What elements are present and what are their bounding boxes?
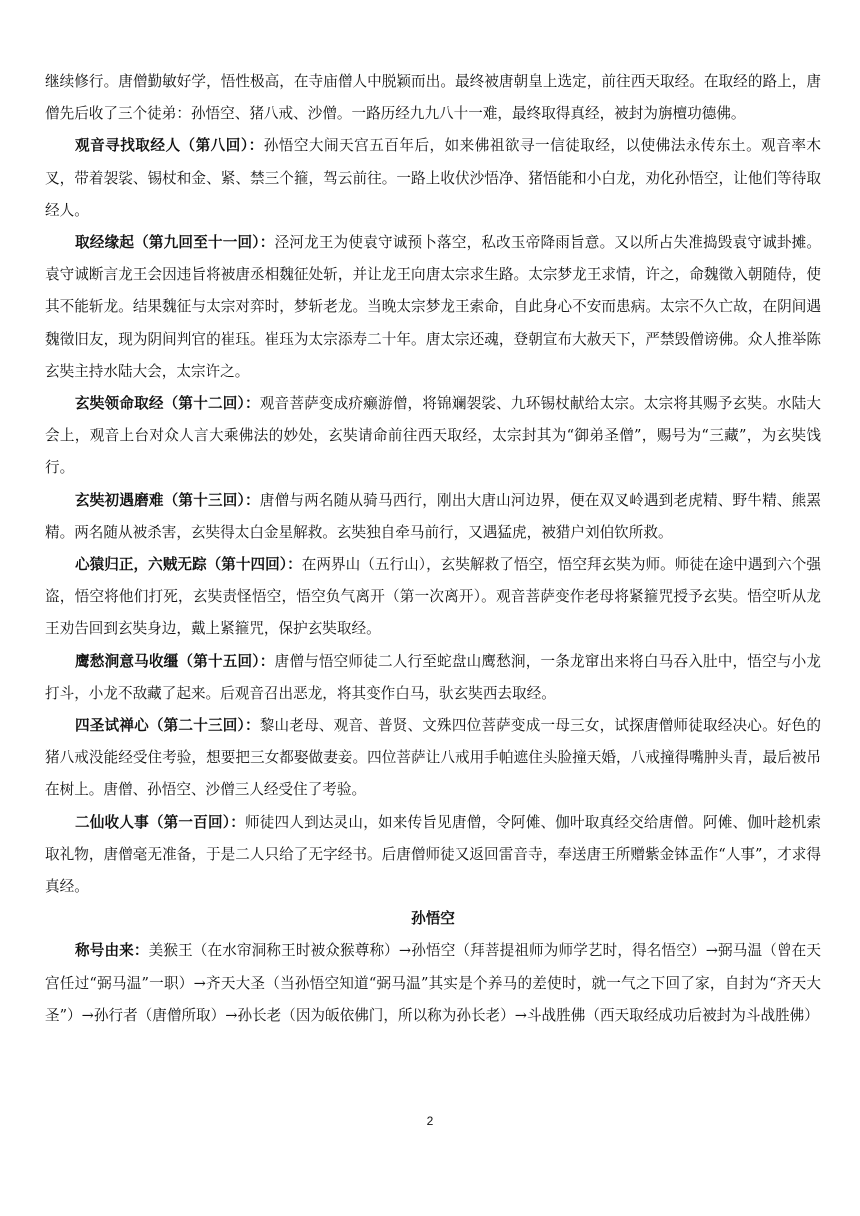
paragraph-heading: 心猿归正，六贼无踪（第十四回）： (75, 556, 302, 574)
paragraph-heading: 二仙收人事（第一百回）： (75, 813, 245, 831)
paragraph-monkey-returns (45, 549, 821, 646)
paragraph-four-saints-test (45, 710, 821, 807)
paragraph-first-hardship (45, 485, 821, 549)
paragraph-heading: 取经缘起（第九回至十一回）： (75, 234, 275, 252)
paragraph-eagle-gorge (45, 646, 821, 710)
paragraph-two-immortals-gift (45, 807, 821, 904)
paragraph-xuanzang-accepts-mission (45, 388, 821, 485)
paragraph-text: 泾河龙王为使袁守诚预卜落空，私改玉帝降雨旨意。又以所占失准捣毁袁守诚卦摊。袁守诚断言龙王会因违旨将被唐丞相魏征处斩，并让龙王向唐太宗求生路。太宗梦龙王求情，许之，命魏徵入朝随侍，使其不能斩龙。结果魏征与太宗对弈时，梦斩老龙。当晚太宗梦龙王索命，自此身心不安而患病。太宗不久亡故，在阴间遇魏徵旧友，现为阴间判官的崔珏。崔珏为太宗添寿二十年。唐太宗还魂，登朝宣布大赦天下，严禁毁僧谤佛。众人推举陈玄奘主持水陆大会，太宗许之。 (45, 234, 821, 380)
page-content (45, 66, 821, 1032)
paragraph-text: 在两界山（五行山），玄奘解救了悟空，悟空拜玄奘为师。师徒在途中遇到六个强盗，悟空将他们打死，玄奘责怪悟空，悟空负气离开（第一次离开）。观音菩萨变作老母将紧箍咒授予玄奘。悟空听从龙王劝告回到玄奘身边，戴上紧箍咒，保护玄奘取经。 (45, 556, 821, 638)
paragraph-heading: 鹰愁涧意马收缰（第十五回）： (75, 652, 275, 670)
paragraph-text: 观音菩萨变成疥癞游僧，将锦斓袈裟、九环锡杖献给太宗。太宗将其赐予玄奘。水陆大会上，观音上台对众人言大乘佛法的妙处，玄奘请命前往西天取经，太宗封其为“御弟圣僧”，赐号为“三藏”，为玄奘饯行。 (45, 395, 821, 477)
paragraph-titles-origin (45, 935, 821, 1032)
paragraph-text: 黎山老母、观音、普贤、文殊四位菩萨变成一母三女，试探唐僧师徒取经决心。好色的猪八戒没能经受住考验，想要把三女都娶做妻妾。四位菩萨让八戒用手帕遮住头脸撞天婚，八戒撞得嘴肿头青，最后被吊在树上。唐僧、孙悟空、沙僧三人经受住了考验。 (45, 717, 821, 799)
paragraph-text: 继续修行。唐僧勤敏好学，悟性极高，在寺庙僧人中脱颖而出。最终被唐朝皇上选定，前往西天取经。在取经的路上，唐僧先后收了三个徒弟：孙悟空、猪八戒、沙僧。一路历经九九八十一难，最终取得真经，被封为旃檀功德佛。 (45, 73, 821, 123)
paragraph-heading: 玄奘领命取经（第十二回）： (75, 395, 260, 413)
paragraph-heading: 称号由来： (75, 942, 149, 960)
paragraph-text: 唐僧与悟空师徒二人行至蛇盘山鹰愁涧，一条龙窜出来将白马吞入肚中，悟空与小龙打斗，小龙不敌藏了起来。后观音召出恶龙，将其变作白马，驮玄奘西去取经。 (45, 652, 821, 702)
paragraph-heading: 玄奘初遇磨难（第十三回）： (75, 491, 260, 509)
paragraph-guanyin-finds-pilgrim (45, 130, 821, 227)
paragraph-text: 美猴王（在水帘洞称王时被众猴尊称）→孙悟空（拜菩提祖师为师学艺时，得名悟空）→弼马温（曾在天宫任过“弼马温”一职）→齐天大圣（当孙悟空知道“弼马温”其实是个养马的差使时，就一气之下回了家，自封为“齐天大圣”）→孙行者（唐僧所取）→孙长老（因为皈依佛门，所以称为孙长老）→斗战胜佛（西天取经成功后被封为斗战胜佛） (45, 942, 821, 1024)
section-title: 孙悟空 (411, 910, 455, 928)
paragraph-heading: 四圣试禅心（第二十三回）： (75, 717, 260, 735)
paragraph-origin-of-journey (45, 227, 821, 388)
paragraph-text: 唐僧与两名随从骑马西行，刚出大唐山河边界，便在双叉岭遇到老虎精、野牛精、熊罴精。两名随从被杀害，玄奘得太白金星解救。玄奘独自牵马前行，又遇猛虎，被猎户刘伯钦所救。 (45, 491, 821, 541)
paragraph-text: 师徒四人到达灵山，如来传旨见唐僧，令阿傩、伽叶取真经交给唐僧。阿傩、伽叶趁机索取礼物，唐僧毫无准备，于是二人只给了无字经书。后唐僧师徒又返回雷音寺，奉送唐王所赠紫金钵盂作“人事”，才求得真经。 (45, 813, 821, 896)
paragraph-continuation (45, 66, 821, 130)
page-number: 2 (426, 1114, 434, 1128)
paragraph-text: 孙悟空大闹天宫五百年后，如来佛祖欲寻一信徒取经，以使佛法永传东土。观音率木叉，带着袈裟、锡杖和金、紧、禁三个箍，驾云前往。一路上收伏沙悟净、猪悟能和小白龙，劝化孙悟空，让他们等待取经人。 (45, 137, 821, 219)
paragraph-heading: 观音寻找取经人（第八回）： (75, 137, 264, 155)
